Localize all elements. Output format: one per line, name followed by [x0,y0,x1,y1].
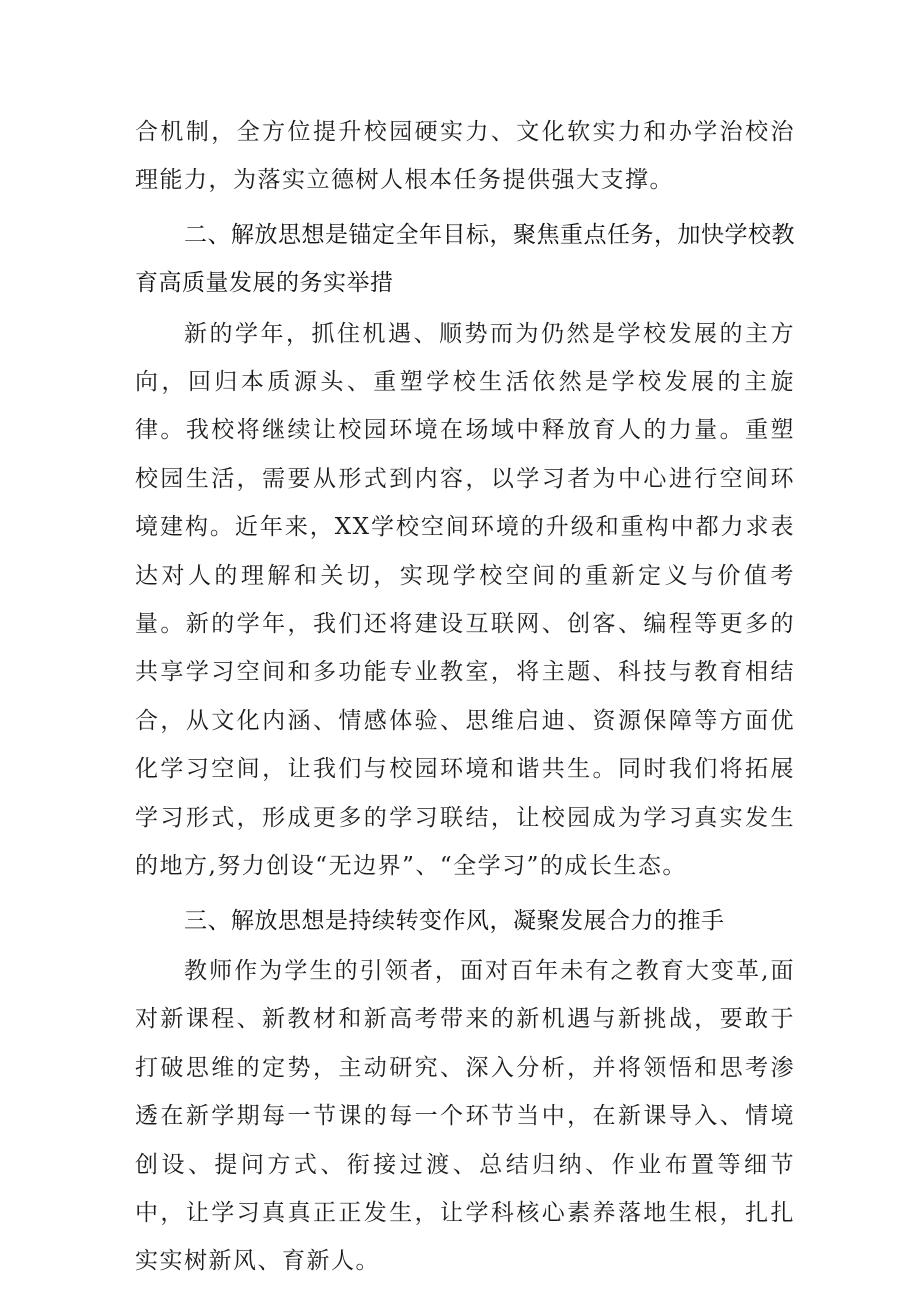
section-heading-2: 二、解放思想是锚定全年目标，聚焦重点任务，加快学校教育高质量发展的务实举措 [135,221,795,297]
continuation-paragraph: 合机制，全方位提升校园硬实力、文化软实力和办学治校治理能力，为落实立德树人根本任务提供强大支撑。 [135,119,795,194]
section-paragraph-3: 教师作为学生的引领者，面对百年未有之教育大变革,面对新课程、新教材和新高考带来的新机遇与新挑战，要敢于打破思维的定势，主动研究、深入分析，并将领悟和思考渗透在新学期每一节课的每一个环节当中，在新课导入、情境创设、提问方式、衔接过渡、总结归纳、作业布置等细节中，让学习真真正正发生，让学科核心素养落地生根，扎扎实实树新风、育新人。 [135,957,795,1275]
section-paragraph-2: 新的学年，抓住机遇、顺势而为仍然是学校发展的主方向，回归本质源头、重塑学校生活依然是学校发展的主旋律。我校将继续让校园环境在场域中释放育人的力量。重塑校园生活，需要从形式到内容，以学习者为中心进行空间环境建构。近年来，XX学校空间环境的升级和重构中都力求表达对人的理解和关切，实现学校空间的重新定义与价值考量。新的学年，我们还将建设互联网、创客、编程等更多的共享学习空间和多功能专业教室，将主题、科技与教育相结合，从文化内涵、情感体验、思维启迪、资源保障等方面优化学习空间，让我们与校园环境和谐共生。同时我们将拓展学习形式，形成更多的学习联结，让校园成为学习真实发生的地方,努力创设“无边界”、“全学习”的成长生态。 [135,320,795,880]
document-body [135,108,795,1286]
section-heading-3: 三、解放思想是持续转变作风，凝聚发展合力的推手 [184,907,725,934]
